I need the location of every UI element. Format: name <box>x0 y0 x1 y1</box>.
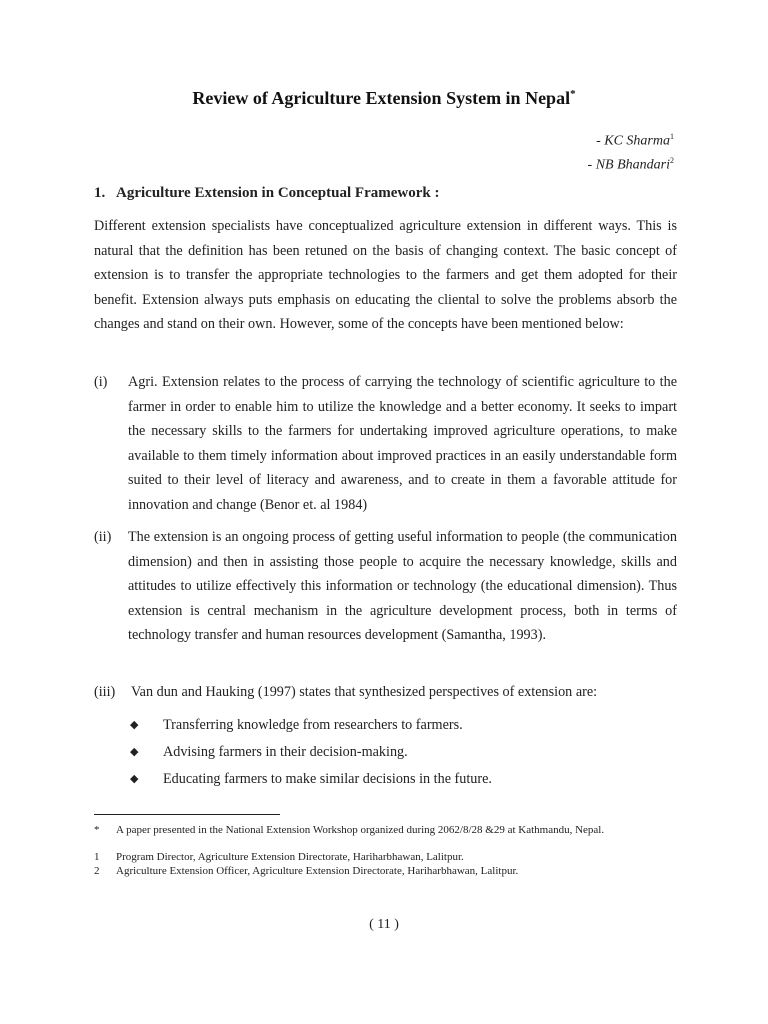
list-item-iii <box>94 680 677 705</box>
footnote-text: Agriculture Extension Officer, Agriculture Extension Directorate, Hariharbhawan, Lalitpur. <box>116 865 519 877</box>
diamond-bullet-icon: ◆ <box>130 773 139 785</box>
author-1 <box>596 132 674 150</box>
footnote <box>94 865 677 878</box>
title-text: Review of Agriculture Extension System in Nepal <box>192 88 571 108</box>
section-heading <box>94 185 439 202</box>
diamond-bullet-icon: ◆ <box>130 746 139 758</box>
list-item-label: (i) <box>94 374 108 390</box>
footnote-mark: * <box>94 824 100 836</box>
section-number: 1. <box>94 185 106 201</box>
author-footnote-mark: 1 <box>670 132 674 141</box>
footnote-mark: 2 <box>94 865 100 877</box>
author-name: - NB Bhandari <box>587 157 670 173</box>
list-item-text: Van dun and Hauking (1997) states that synthesized perspectives of extension are: <box>131 684 598 700</box>
bullet-text: Educating farmers to make similar decisions in the future. <box>163 771 492 787</box>
list-item-ii <box>94 525 677 648</box>
footnote-divider <box>94 814 280 815</box>
footnote-text: A paper presented in the National Extension Workshop organized during 2062/8/28 &29 at Kathmandu, Nepal. <box>116 824 605 836</box>
author-footnote-mark: 2 <box>670 156 674 165</box>
document-title <box>0 88 768 109</box>
page-number: ( 11 ) <box>369 917 399 932</box>
diamond-bullet-icon: ◆ <box>130 719 139 731</box>
bullet-text: Advising farmers in their decision-making. <box>163 744 408 760</box>
footnote <box>94 851 677 864</box>
footnote-text: Program Director, Agriculture Extension Directorate, Hariharbhawan, Lalitpur. <box>116 851 464 863</box>
intro-paragraph: Different extension specialists have conceptualized agriculture extension in different ways. This is natural that the definition has been retuned on the basis of changing context. The basic concept of extension is to transfer the appropriate technologies to the farmers and get them adopted for their benefit. Extension always puts emphasis on educating the cliental to solve the problems absorb the changes and stand on their own. However, some of the concepts have been mentioned below: <box>94 218 677 333</box>
footnote <box>94 824 677 837</box>
author-name: - KC Sharma <box>596 133 670 149</box>
section-heading-text: Agriculture Extension in Conceptual Framework : <box>116 185 440 201</box>
title-footnote-mark: * <box>570 88 576 100</box>
bullet-text: Transferring knowledge from researchers to farmers. <box>163 717 463 733</box>
list-item-i <box>94 370 677 518</box>
list-item-label: (ii) <box>94 529 112 545</box>
author-2 <box>588 156 674 174</box>
list-item-text: The extension is an ongoing process of getting useful information to people (the communication dimension) and then in assisting those people to acquire the necessary knowledge, skills and attitudes to utilize effectively this information or technology (the educational dimension). Thus extension is central mechanism in the agriculture development process, both in terms of technology transfer and human resources development (Samantha, 1993). <box>128 529 677 644</box>
footnote-mark: 1 <box>94 851 100 863</box>
list-item-label: (iii) <box>94 684 116 700</box>
list-item-text: Agri. Extension relates to the process of carrying the technology of scientific agriculture to the farmer in order to enable him to utilize the knowledge and a better economy. It seeks to impart the necessary skills to the farmers for undertaking improved agriculture operations, to make available to them timely information about improved practices in an easily understandable form suited to their level of literacy and awareness, and to create in them a favorable attitude for innovation and change (Benor et. al 1984) <box>128 374 677 513</box>
